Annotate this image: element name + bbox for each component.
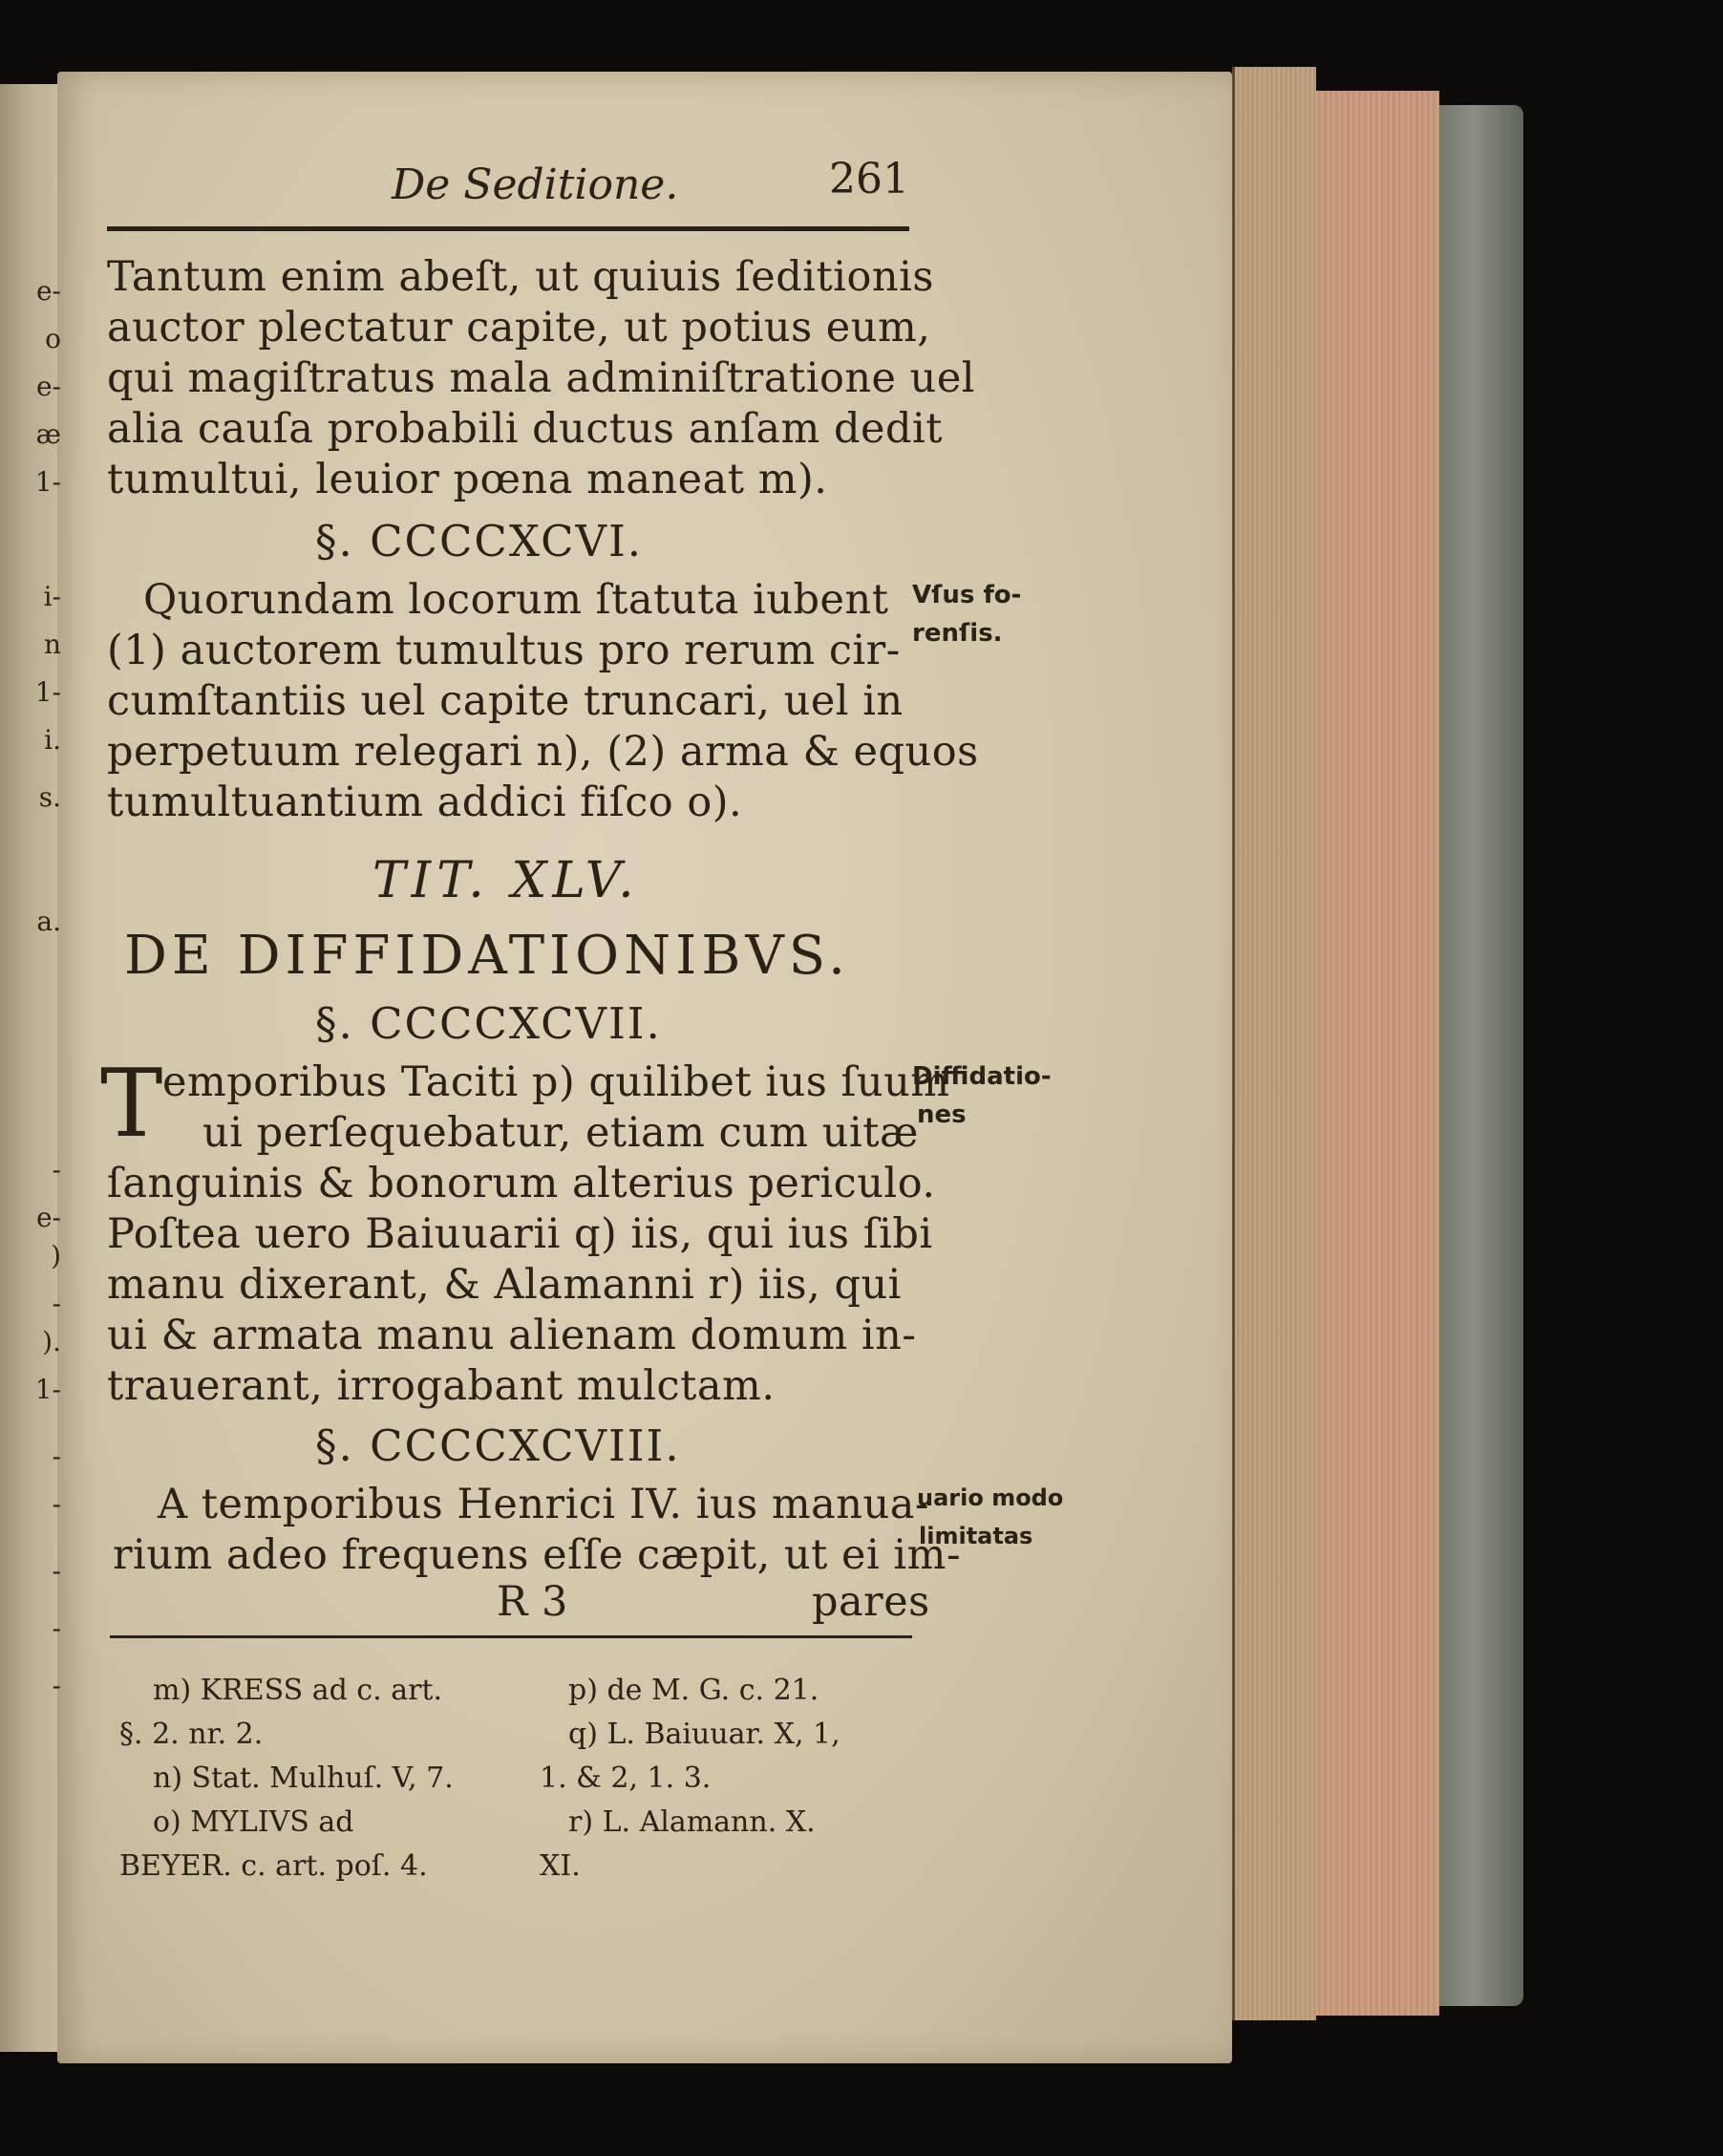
text-line: A temporibus Henrici IV. ius manua-	[158, 1481, 929, 1528]
previous-page-fragment: -	[52, 1288, 61, 1319]
previous-page-fragment: i.	[44, 724, 61, 756]
footnote-line: q) L. Baiuuar. X, 1,	[568, 1718, 840, 1751]
header-rule	[107, 226, 909, 231]
text-line: perpetuum relegari n), (2) arma & equos	[107, 728, 979, 776]
text-line: tumultui, leuior pœna maneat m).	[107, 456, 828, 503]
footnote-line: m) KRESS ad c. art.	[153, 1674, 443, 1707]
previous-page-fragment: -	[52, 1488, 61, 1520]
page-number: 261	[829, 155, 909, 203]
margin-note: uario modo	[917, 1484, 1064, 1511]
text-line: (1) auctorem tumultus pro rerum cir-	[107, 627, 901, 674]
text-line: auctor plectatur capite, ut potius eum,	[107, 304, 931, 352]
previous-page-fragment: 1-	[34, 1374, 61, 1405]
footnote-line: XI.	[540, 1849, 581, 1883]
previous-page-fragment: e-	[35, 1202, 61, 1233]
footnote-line: n) Stat. Mulhuſ. V, 7.	[153, 1761, 454, 1795]
text-line: cumſtantiis uel capite truncari, uel in	[107, 677, 904, 725]
previous-page-fragment: )	[51, 1240, 61, 1271]
margin-note: Diffidatio-	[912, 1062, 1052, 1091]
previous-page-fragment: -	[52, 1441, 61, 1472]
previous-page-fragment: e-	[35, 275, 61, 307]
catchword: pares	[812, 1578, 930, 1626]
margin-note: limitatas	[919, 1523, 1033, 1549]
previous-page-fragment: ).	[42, 1326, 61, 1357]
previous-page-fragment: n	[43, 629, 61, 660]
section-heading: §. CCCCXCVI.	[315, 516, 644, 566]
text-line: Tantum enim abeſt, ut quiuis ſeditionis	[107, 253, 934, 301]
footnote-line: BEYER. c. art. poſ. 4.	[119, 1849, 428, 1883]
footnote-line: r) L. Alamann. X.	[568, 1805, 816, 1839]
footnote-line: o) MYLIVS ad	[153, 1805, 354, 1839]
previous-page-fragment: o	[45, 323, 61, 354]
margin-note: renſis.	[912, 619, 1003, 648]
footnote-rule	[110, 1635, 912, 1638]
section-heading: §. CCCCXCVIII.	[315, 1420, 681, 1471]
margin-note: nes	[917, 1100, 967, 1129]
text-line: alia cauſa probabili ductus anſam dedit	[107, 405, 944, 453]
running-head: De Seditione.	[392, 160, 679, 209]
text-line: ſanguinis & bonorum alterius periculo.	[107, 1160, 936, 1207]
previous-page-fragment: -	[52, 1555, 61, 1587]
text-line: rium adeo frequens eſſe cæpit, ut ei im-	[113, 1531, 961, 1579]
drop-cap: T	[100, 1050, 163, 1159]
footnote-line: p) de M. G. c. 21.	[568, 1674, 819, 1707]
text-line: qui magiſtratus mala adminiſtratione uel	[107, 354, 976, 402]
previous-page-fragment: -	[52, 1154, 61, 1185]
previous-page-fragment: 1-	[34, 466, 61, 498]
text-line: ui & armata manu alienam domum in-	[107, 1312, 917, 1359]
title-number: TIT. XLV.	[372, 852, 640, 909]
page-block-red-edge	[1313, 91, 1439, 2016]
footnote-line: 1. & 2, 1. 3.	[540, 1761, 712, 1795]
section-heading: §. CCCCXCVII.	[315, 998, 662, 1049]
book-cover-edge	[1433, 105, 1523, 2006]
previous-page-fragment: e-	[35, 371, 61, 402]
text-line: trauerant, irrogabant mulctam.	[107, 1362, 776, 1410]
title-heading: DE DIFFIDATIONIBVS.	[124, 925, 850, 987]
text-line: Poſtea uero Baiuuarii q) iis, qui ius ſibi	[107, 1210, 933, 1258]
previous-page-fragment: a.	[36, 906, 61, 937]
previous-page-fragment: 1-	[34, 676, 61, 708]
page-block-edge	[1232, 67, 1316, 2020]
previous-page-fragment: -	[52, 1612, 61, 1644]
text-line: Quorundam locorum ſtatuta iubent	[143, 576, 889, 624]
footnote-line: §. 2. nr. 2.	[119, 1718, 264, 1751]
previous-page-fragment: i-	[43, 581, 61, 612]
text-line: tumultuantium addici fiſco o).	[107, 779, 743, 826]
text-line: manu dixerant, & Alamanni r) iis, qui	[107, 1261, 902, 1309]
signature-mark: R 3	[497, 1578, 568, 1626]
text-line: emporibus Taciti p) quilibet ius ſuum	[162, 1058, 950, 1106]
previous-page-fragment: æ	[35, 418, 61, 450]
margin-note: Vſus fo-	[912, 581, 1022, 609]
text-line: ui perſequebatur, etiam cum uitæ	[202, 1109, 919, 1157]
previous-page-fragment: s.	[38, 781, 61, 813]
previous-page-text-fragments	[0, 84, 65, 2052]
previous-page-fragment: -	[52, 1670, 61, 1701]
